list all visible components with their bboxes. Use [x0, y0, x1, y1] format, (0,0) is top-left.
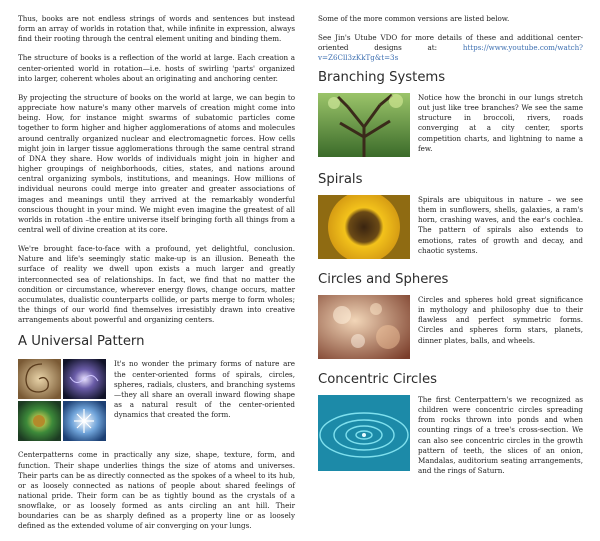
spirals-block	[318, 195, 583, 259]
branching-text: Notice how the bronchi in our lungs stretch out just like tree branches? We see the same structure in broccoli, rivers, roads converging at a city center, sports competition charts, and lightning to name a few.	[418, 93, 583, 153]
section-heading-spirals: Spirals	[318, 172, 363, 187]
sunflower-image	[318, 195, 410, 259]
right-column	[318, 14, 583, 476]
water-ripples-image	[318, 395, 410, 471]
universal-pattern-block	[18, 359, 295, 441]
section-circles-spheres	[318, 272, 583, 359]
paragraph: Thus, books are not endless strings of words and sentences but instead form an array of worlds in rotation that, while infinite in expression, always find their rooting through the central element uniting and binding them.	[18, 14, 295, 44]
video-reference-text: See Jin's Utube VDO for more details of these and additional center-oriented designs at:	[318, 33, 583, 53]
left-column	[18, 14, 295, 541]
circles-spheres-text: Circles and spheres hold great significance in mythology and philosophy due to their flawless and perfect symmetric forms. Circles and spheres form stars, planets, dinner plates, balls, and wheels.	[418, 295, 583, 345]
pattern-collage-image	[18, 359, 106, 441]
branching-block	[318, 93, 583, 157]
section-heading-circles-spheres: Circles and Spheres	[318, 272, 449, 287]
paragraph: The structure of books is a reflection of the world at large. Each creation a center-oriented world in rotation—i.e. hosts of swirling 'parts' organized into larger, coherent wholes about an originating and anchoring center.	[18, 53, 295, 83]
section-spirals	[318, 172, 583, 259]
section-heading-branching: Branching Systems	[318, 70, 446, 85]
glowing-spheres-image	[318, 295, 410, 359]
spirals-text: Spirals are ubiquitous in nature – we see them in sunflowers, shells, galaxies, a ram's horn, crashing waves, and the ear's cochlea. The pattern of spirals also extends to emotions, rates of growth and decay, and chaotic systems.	[418, 195, 583, 255]
paragraph: By projecting the structure of books on the world at large, we can begin to appreciate how nature's many other marvels of creation might come into being. How, for instance might swarms of subatomic particles come together to form higher and higher agglomerations of atoms and molecules around centrally organized nuclear and electromagnetic forces. How cells might join in larger tissue agglomerations through the same central strand of DNA they share. How worlds of individuals might join in higher and higher groupings of neighborhoods, cities, states, and nations around central organizing symbols, institutions, and meanings. How millions of individual neurons could merge into greater and greater associations of images and meanings until they arrived at the remarkably wonderful conscious thought in your mind. We might even imagine the greatest of all worlds in rotation –the entire universe itself bringing forth all things from a central well of divine creation at its core.	[18, 92, 295, 234]
paragraph: We're brought face-to-face with a profound, yet delightful, conclusion. Nature and life's seemingly static make-up is an illusion. Beneath the surface of reality we dwell upon exists a much larger and greatly interconnected sea of relationships. In fact, we find that no matter the condition or circumstance, wherever energy flows, change occurs, matter accumulates, dualistic counterparts collide, or parts merge to form wholes; the things of our world find themselves irresistibly drawn into creative arrangements about powerful and organizing centers.	[18, 244, 295, 325]
tree-branches-image	[318, 93, 410, 157]
concentric-block	[318, 395, 583, 476]
section-branching-systems	[318, 70, 583, 157]
section-heading-concentric: Concentric Circles	[318, 372, 437, 387]
circles-block	[318, 295, 583, 359]
video-reference	[318, 33, 583, 63]
section-concentric-circles	[318, 372, 583, 476]
intro-text: Some of the more common versions are listed below.	[318, 14, 510, 23]
concentric-text: The first Centerpattern's we recognized as children were concentric circles spreading from rocks thrown into ponds and when counting rings of a tree's cross-section. We can also see concentric circles in the growth pattern of teeth, the slices of an onion, Mandalas, auditorium seating arrangements, and the rings of Saturn.	[418, 395, 583, 476]
universal-pattern-text: It's no wonder the primary forms of nature are the center-oriented forms of spirals, circles, spheres, radials, clusters, and branching systems—they all share an overall inward flowing shape as a natural result of the center-oriented dynamics that created the form.	[114, 359, 295, 420]
video-link[interactable]: https://www.youtube.com/watch?v=Z6Cll3zKkTg&t=3s	[318, 43, 583, 63]
paragraph: Centerpatterns come in practically any size, shape, texture, form, and function. Their shape underlies things the size of atoms and universes. Their parts can be as directly connected as the spokes of a wheel to its hub, or as loosely connected as nations of people about shared feelings of national pride. Their form can be as tightly bound as the crystals of a snowflake, or as loosely formed as ants circling an ant hill. Their boundaries can be as sharply defined as a property line or as loosely defined as the extended volume of air converging on your lungs.	[18, 450, 295, 531]
section-heading-universal-pattern: A Universal Pattern	[18, 334, 145, 350]
